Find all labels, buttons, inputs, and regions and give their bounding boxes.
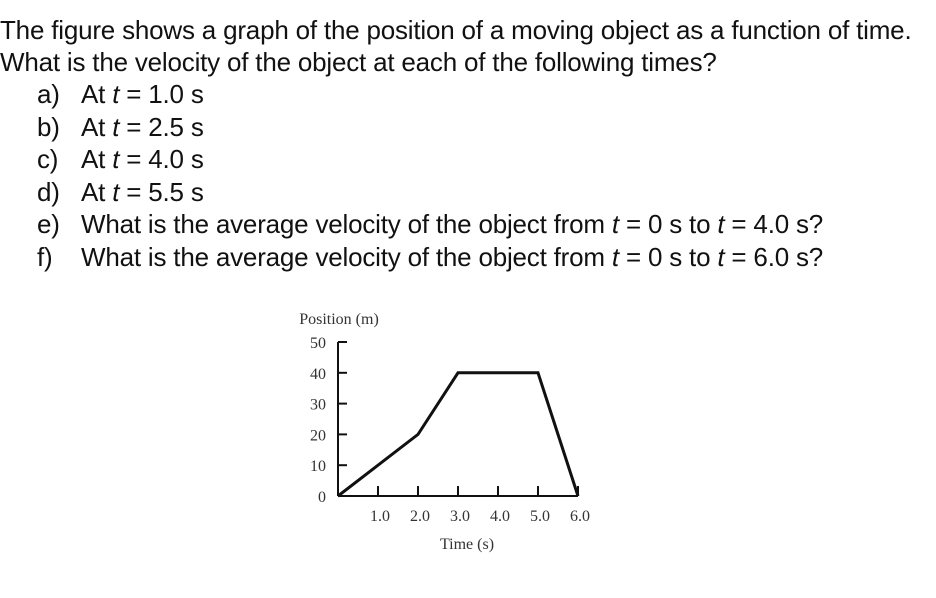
position-line — [338, 373, 578, 496]
x-tick-label: 6.0 — [570, 508, 590, 525]
part-text-segment: = 4.0 s — [119, 144, 204, 174]
part-text-segment: At — [81, 79, 113, 109]
y-tick-label: 10 — [310, 458, 326, 476]
question-intro: The figure shows a graph of the position of a moving object as a function of time. What is the velocity of the object at each of the following times? — [0, 15, 912, 77]
time-variable: t — [611, 209, 619, 239]
part-text-segment: At — [81, 111, 113, 142]
chart-axes — [338, 342, 578, 496]
part-letter: f) — [37, 241, 53, 272]
y-tick-label: 20 — [310, 427, 326, 445]
time-variable: t — [112, 176, 120, 207]
part-text-segment: What is the average velocity of the object from — [81, 241, 612, 272]
part-text-segment: = 4.0 s? — [724, 209, 824, 239]
part-letter: e) — [37, 209, 60, 239]
time-variable: t — [717, 241, 725, 272]
y-tick-label: 0 — [318, 489, 326, 506]
part-text-segment: = 1.0 s — [119, 79, 204, 109]
part-text-segment: What is the average velocity of the object from — [81, 209, 612, 239]
y-tick-label: 50 — [310, 335, 326, 352]
part-text-segment: At — [81, 144, 113, 174]
part-text-segment: = 2.5 s — [119, 111, 204, 142]
part-letter: d) — [37, 176, 60, 207]
part-text-segment: = 5.5 s — [119, 176, 204, 207]
time-variable: t — [611, 241, 619, 272]
y-tick-label: 30 — [310, 396, 326, 414]
x-tick-label: 1.0 — [370, 508, 390, 525]
y-axis-label: Position (m) — [299, 311, 379, 328]
x-tick-label: 3.0 — [450, 508, 470, 525]
part-text-segment: At — [81, 176, 113, 207]
x-tick-label: 5.0 — [530, 508, 550, 525]
x-axis-label: Time (s) — [439, 536, 495, 553]
time-variable: t — [112, 79, 120, 109]
part-letter: a) — [37, 79, 60, 109]
x-tick-label: 2.0 — [410, 508, 430, 525]
x-tick-label: 4.0 — [490, 508, 510, 525]
part-text-segment: = 0 s to — [618, 209, 718, 239]
time-variable: t — [112, 111, 120, 142]
time-variable: t — [112, 144, 120, 174]
y-tick-label: 40 — [310, 365, 326, 383]
part-text-segment: = 0 s to — [618, 241, 718, 272]
part-text-segment: = 6.0 s? — [724, 241, 824, 272]
chart-series — [338, 373, 578, 496]
time-variable: t — [717, 209, 725, 239]
part-letter: b) — [37, 111, 60, 142]
part-letter: c) — [37, 144, 59, 174]
